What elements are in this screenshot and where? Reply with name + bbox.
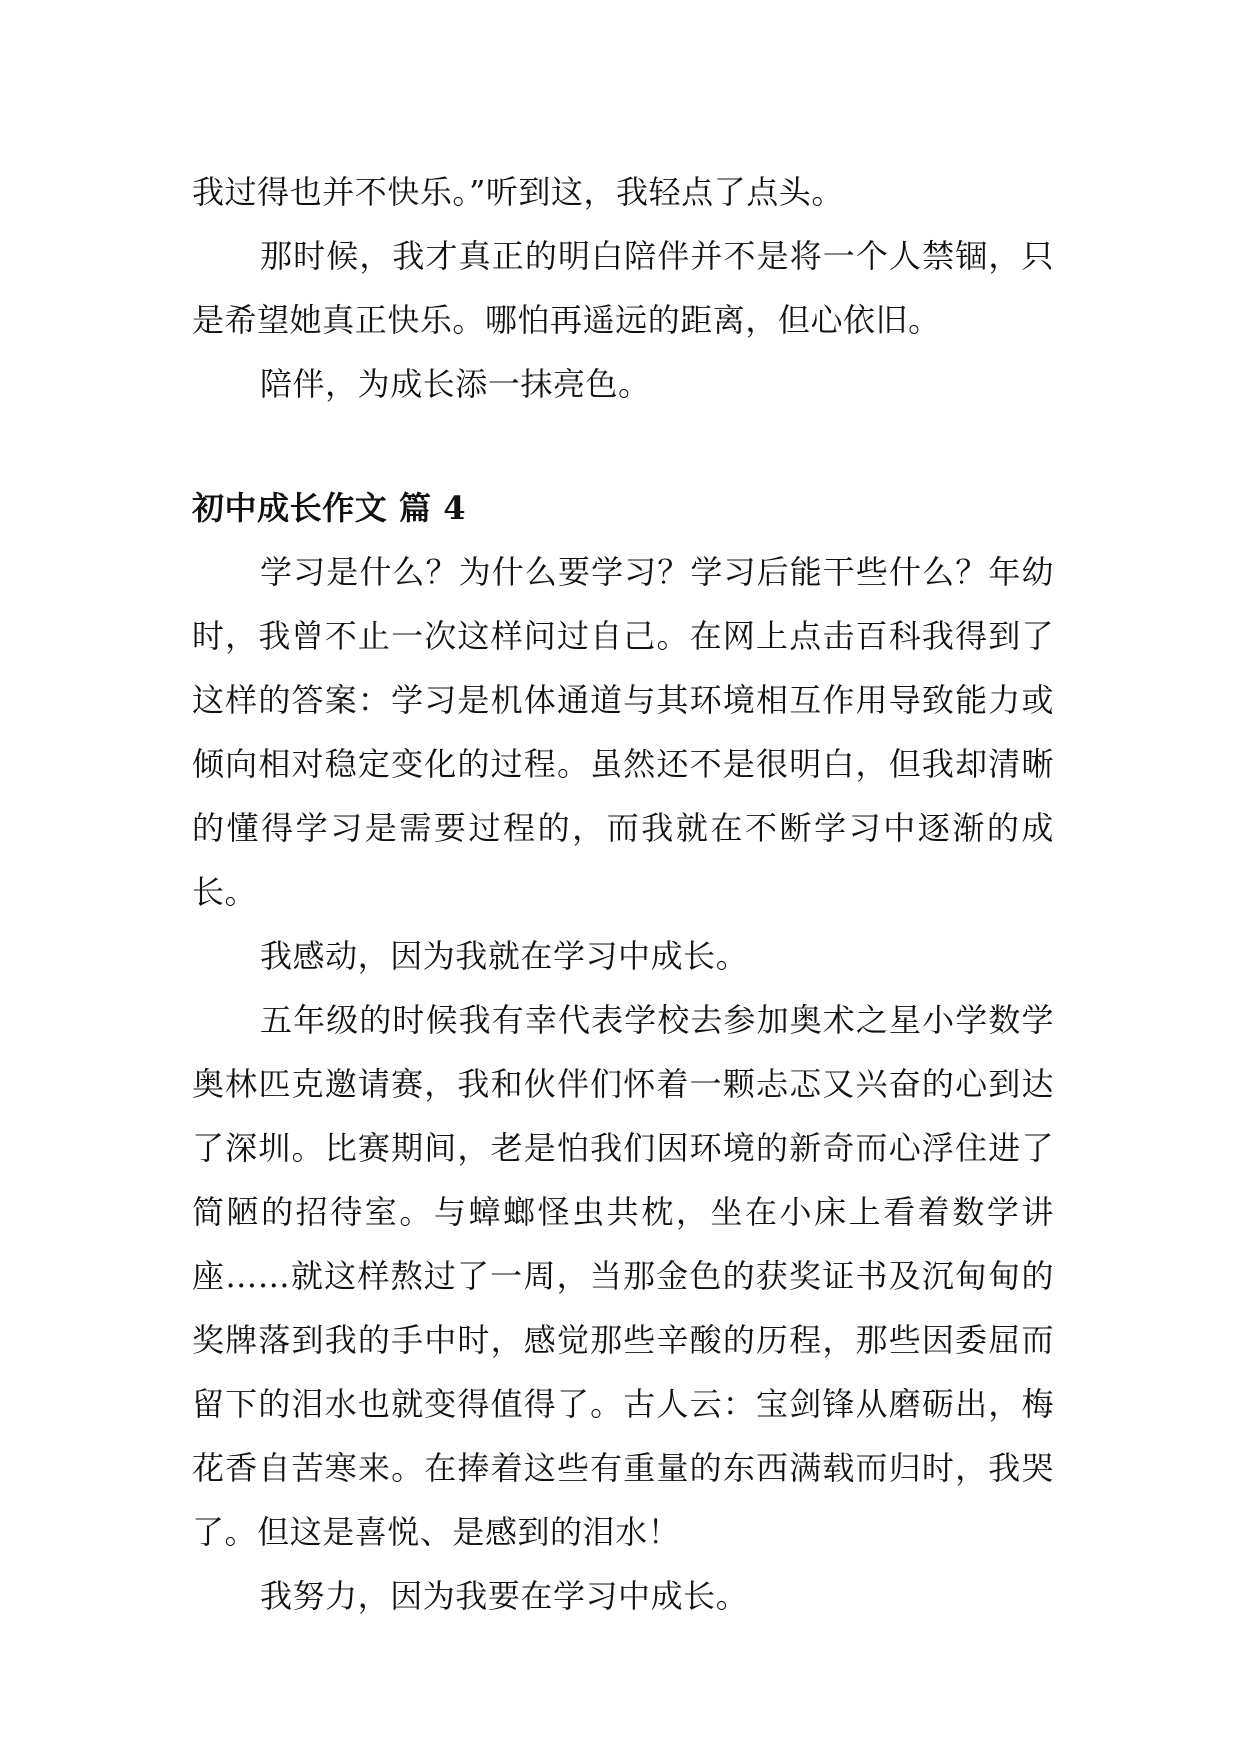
paragraph-moved: 我感动，因为我就在学习中成长。 [260, 937, 749, 975]
paragraph-realization: 那时候，我才真正的明白陪伴并不是将一个人禁锢，只是希望她真正快乐。哪怕再遥远的距离，但心依旧。 [192, 237, 1054, 339]
paragraph-competition: 五年级的时候我有幸代表学校去参加奥术之星小学数学奥林匹克邀请赛，我和伙伴们怀着一颗忐忑又兴奋的心到达了深圳。比赛期间，老是怕我们因环境的新奇而心浮住进了简陋的招待室。与蟑螂怪虫共枕，坐在小床上看着数学讲座……就这样熬过了一周，当那金色的获奖证书及沉甸甸的奖牌落到我的手中时，感觉那些辛酸的历程，那些因委屈而留下的泪水也就变得值得了。古人云：宝剑锋从磨砺出，梅花香自苦寒来。在捧着这些有重量的东西满载而归时，我哭了。但这是喜悦、是感到的泪水！ [192, 1001, 1054, 1551]
paragraph-learning-question: 学习是什么？为什么要学习？学习后能干些什么？年幼时，我曾不止一次这样问过自己。在网上点击百科我得到了这样的答案：学习是机体通道与其环境相互作用导致能力或倾向相对稳定变化的过程。虽然还不是很明白，但我却清晰的懂得学习是需要过程的，而我就在不断学习中逐渐的成长。 [192, 553, 1054, 911]
paragraph-companionship: 陪伴，为成长添一抹亮色。 [260, 365, 651, 403]
paragraph-effort: 我努力，因为我要在学习中成长。 [260, 1577, 749, 1615]
paragraph-continuation: 我过得也并不快乐。”听到这，我轻点了点头。 [192, 173, 844, 211]
document-body [192, 160, 1054, 1628]
section-title: 初中成长作文 篇 4 [192, 489, 467, 527]
section-gap [192, 416, 1054, 476]
